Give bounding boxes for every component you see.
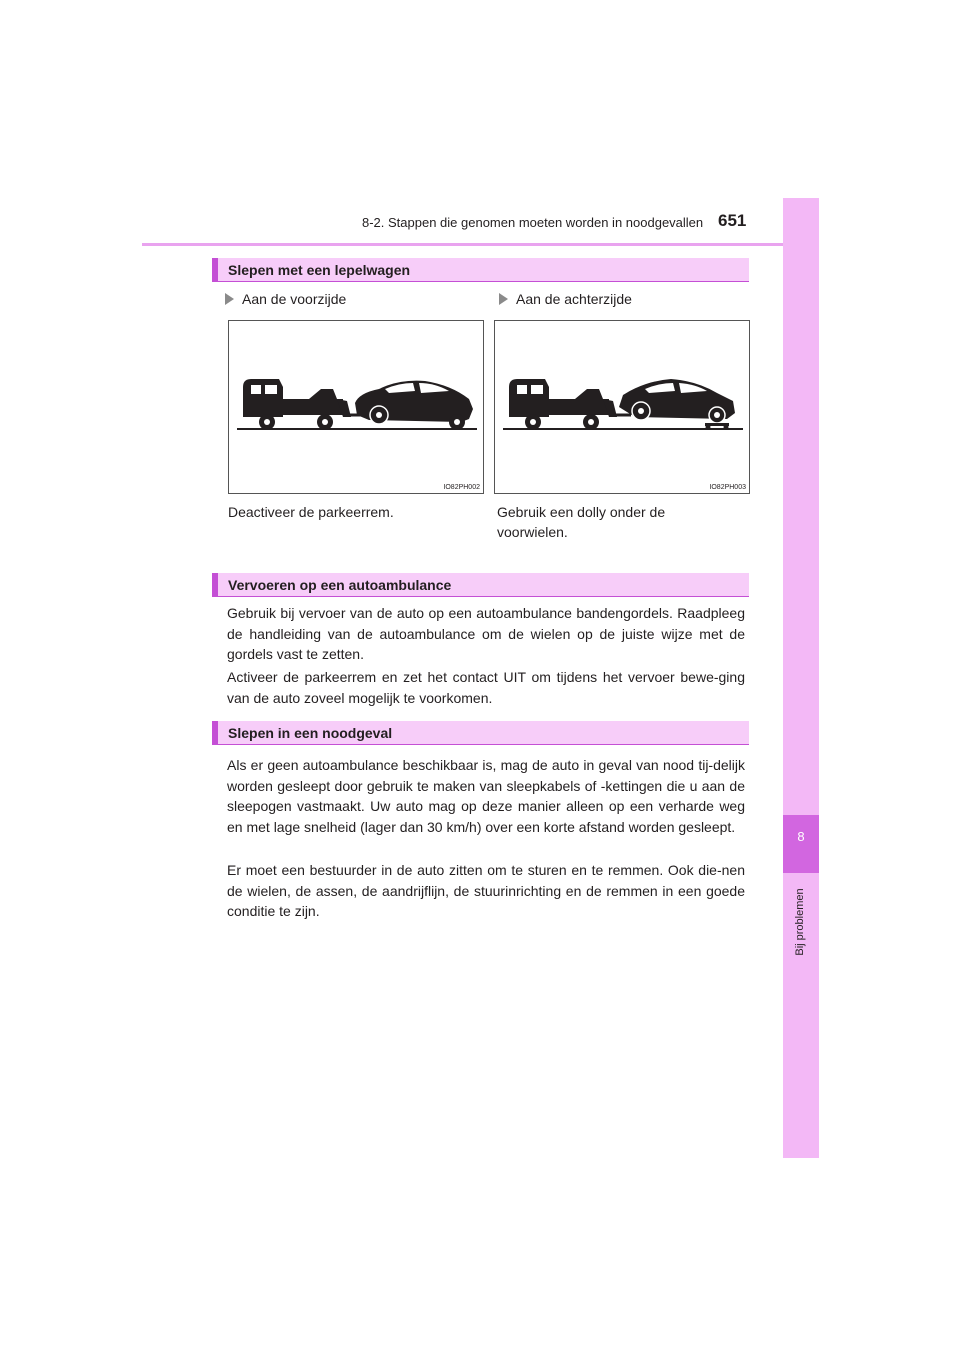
caption-line: Gebruik een dolly onder de [497, 504, 666, 520]
triangle-bullet-icon [499, 293, 508, 305]
chapter-tab-active [783, 815, 819, 873]
figure-tow-front [228, 320, 484, 494]
paragraph: Er moet een bestuurder in de auto zitten om te sturen en te remmen. Ook die-nen de wielen, de assen, de aandrijflijn, de stuurinrichting en de remmen in een goede conditie te zijn. [227, 862, 745, 919]
paragraph: Gebruik bij vervoer van de auto op een autoambulance bandengordels. Raadpleeg de handleiding van de autoambulance om de wielen op de juiste wijze met de gordels vast te zetten. [227, 605, 745, 662]
tow-truck-rear-lift-illustration [495, 321, 749, 493]
figure-label-text: Aan de achterzijde [516, 291, 632, 307]
section-title: Slepen in een noodgeval [228, 725, 393, 741]
section-title: Slepen met een lepelwagen [228, 262, 411, 278]
figure-label-text: Aan de voorzijde [242, 291, 347, 307]
running-header-section: 8-2. Stappen die genomen moeten worden in noodgevallen [362, 215, 704, 230]
triangle-bullet-icon [225, 293, 234, 305]
figure-caption-rear [497, 502, 665, 542]
tow-truck-front-lift-illustration [229, 321, 483, 493]
chapter-number: 8 [797, 829, 805, 844]
paragraph: Activeer de parkeerrem en zet het contact UIT om tijdens het vervoer bewe-ging van de auto zoveel mogelijk te voorkomen. [227, 669, 745, 706]
paragraph: Als er geen autoambulance beschikbaar is, mag de auto in geval van nood tij-delijk worden gesleept door gebruik te maken van sleepkabels of -kettingen die u aan de sleepogen vastmaakt. Uw auto mag op deze manier alleen op een verharde weg en met lage snelheid (lager dan 30 km/h) over een korte afstand worden gesleept. [227, 757, 745, 835]
page-number: 651 [718, 211, 747, 230]
caption-line: voorwielen. [497, 524, 568, 540]
figure-label-rear [499, 291, 632, 307]
figure-code: IO82PH002 [443, 484, 480, 491]
figure-caption-front: Deactiveer de parkeerrem. [228, 504, 394, 520]
section-heading-autoambulance [212, 573, 749, 597]
section-heading-lepelwagen [212, 258, 749, 282]
figure-code: IO82PH003 [709, 484, 746, 491]
chapter-title: Bij problemen [794, 888, 806, 956]
section-title: Vervoeren op een autoambulance [228, 577, 452, 593]
figure-label-front [225, 291, 346, 307]
figure-tow-rear [494, 320, 750, 494]
chapter-side-tab [783, 198, 819, 1158]
section-heading-noodgeval [212, 721, 749, 745]
chapter-title-vertical [788, 880, 812, 964]
header-rule [142, 243, 818, 246]
